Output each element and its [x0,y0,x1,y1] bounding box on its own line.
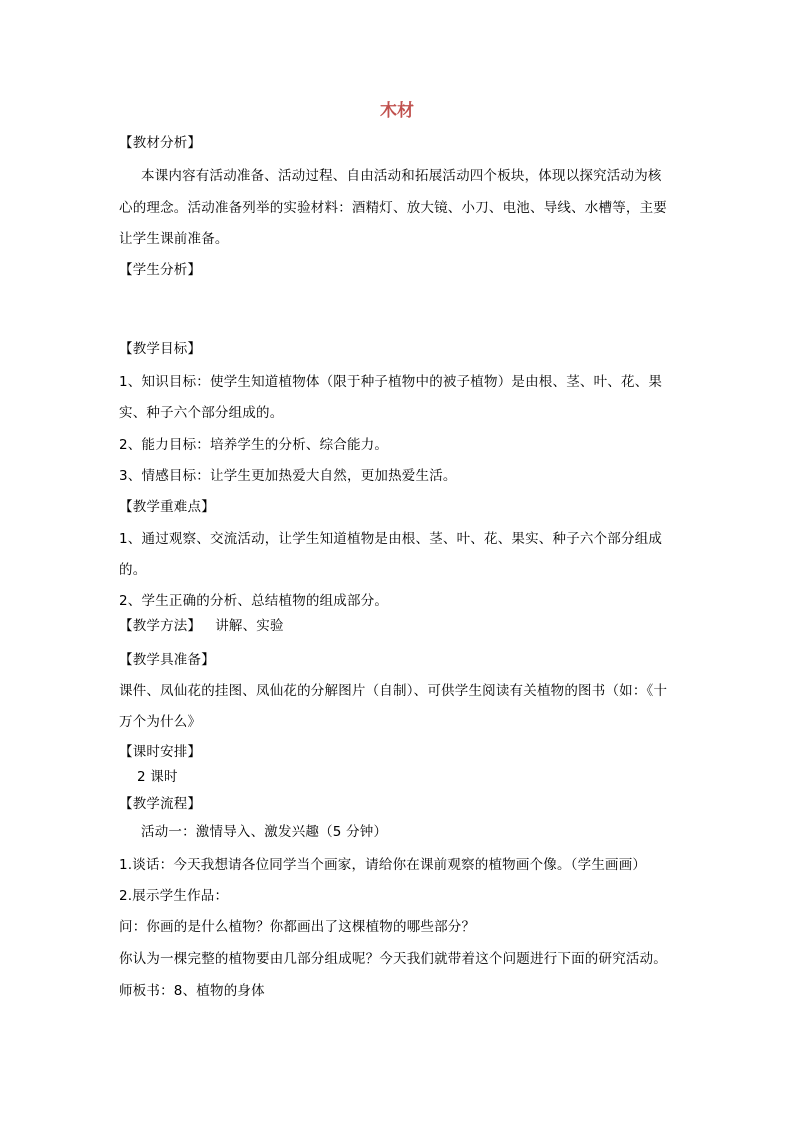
heading-process: 【教学流程】 [119,796,202,812]
paragraph-line: 问：你画的是什么植物？你都画出了这棵植物的哪些部分？ [119,919,476,935]
heading-tools: 【教学具准备】 [119,652,215,668]
heading-schedule: 【课时安排】 [119,744,202,760]
paragraph-line: 的。 [119,562,147,578]
paragraph-line: 2、能力目标：培养学生的分析、综合能力。 [119,437,389,453]
paragraph-line: 课件、凤仙花的挂图、凤仙花的分解图片（自制）、可供学生阅读有关植物的图书（如：《十 [119,683,668,699]
methods-row [119,616,689,636]
paragraph-line: 3、情感目标：让学生更加热爱大自然，更加热爱生活。 [119,468,457,484]
paragraph-line: 2.展示学生作品： [119,888,229,904]
heading-material-analysis: 【教材分析】 [119,135,202,151]
schedule-value: 2 课时 [137,769,178,785]
paragraph-line: 2、学生正确的分析、总结植物的组成部分。 [119,593,389,609]
paragraph-line: 实、种子六个部分组成的。 [119,405,284,421]
paragraph-line: 让学生课前准备。 [119,231,229,247]
paragraph-line: 心的理念。活动准备列举的实验材料：酒精灯、放大镜、小刀、电池、导线、水槽等，主要 [119,200,667,216]
document-title: 木材 [380,101,414,121]
activity-line: 活动一：激情导入、激发兴趣（5 分钟） [141,824,388,840]
paragraph-line: 1、知识目标：使学生知道植物体（限于种子植物中的被子植物）是由根、茎、叶、花、果 [119,374,663,390]
heading-teaching-goals: 【教学目标】 [119,341,202,357]
paragraph-line: 1.谈话：今天我想请各位同学当个画家，请给你在课前观察的植物画个像。（学生画画） [119,857,647,873]
paragraph-line: 本课内容有活动准备、活动过程、自由活动和拓展活动四个板块，体现以探究活动为核 [141,168,662,184]
heading-student-analysis: 【学生分析】 [119,262,202,278]
methods-value: 讲解、实验 [215,618,284,634]
paragraph-line: 师板书：8、植物的身体 [119,983,265,999]
paragraph-line: 万个为什么》 [119,714,202,730]
paragraph-line: 1、通过观察、交流活动，让学生知道植物是由根、茎、叶、花、果实、种子六个部分组成 [119,531,663,547]
heading-methods: 【教学方法】 [119,618,202,634]
paragraph-line: 你认为一棵完整的植物要由几部分组成呢？今天我们就带着这个问题进行下面的研究活动。 [119,951,667,967]
heading-key-points: 【教学重难点】 [119,499,215,515]
